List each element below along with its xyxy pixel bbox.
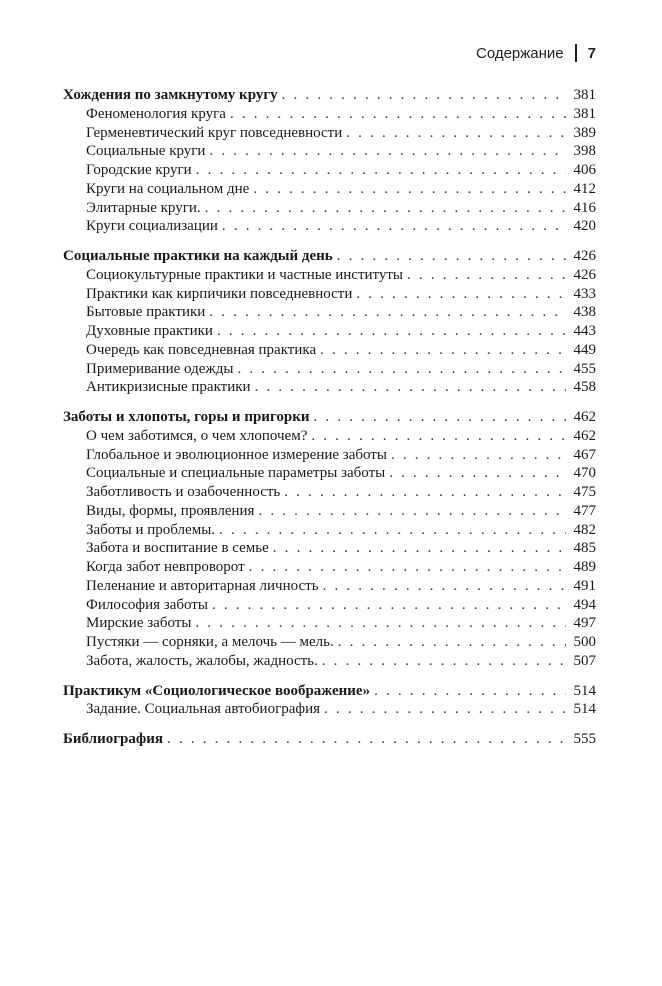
toc-subentry[interactable] (63, 596, 596, 615)
toc-entry-title: Круги на социальном дне (86, 180, 250, 197)
dot-leader (311, 427, 566, 446)
toc-entry-page: 482 (573, 521, 596, 538)
toc-entry-page: 458 (573, 379, 596, 396)
toc-section-heading[interactable] (63, 86, 596, 105)
dot-leader (407, 266, 566, 285)
dot-leader (196, 161, 566, 180)
toc-entry-page: 485 (573, 540, 596, 557)
toc-entry-page: 449 (573, 341, 596, 358)
toc-entry-title: Заботливость и озабоченность (86, 484, 281, 500)
toc-entry-title: Забота, жалость, жалобы, жадность. (86, 652, 318, 669)
toc-entry-page: 494 (573, 596, 596, 613)
toc-subentry[interactable] (63, 521, 596, 540)
dot-leader (273, 539, 566, 558)
header-title: Содержание (475, 44, 564, 62)
toc-entry-title: Антикризисные практики (86, 379, 251, 396)
dot-leader (212, 596, 566, 615)
toc-entry-title: Пеленание и авторитарная личность (86, 577, 319, 594)
toc-entry-title: Элитарные круги. (86, 199, 201, 216)
toc-entry-title: Заботы и проблемы. (86, 521, 216, 538)
toc-subentry[interactable] (63, 124, 596, 143)
toc-entry-title: Забота и воспитание в семье (86, 540, 269, 557)
toc-subentry[interactable] (63, 502, 596, 521)
toc-entry-page: 420 (573, 218, 596, 235)
toc-entry-page: 507 (573, 652, 596, 669)
toc-section (63, 408, 596, 671)
toc-entry-page: 426 (573, 248, 596, 264)
dot-leader (209, 303, 566, 322)
dot-leader (219, 521, 566, 540)
toc-entry-title: Хождения по замкнутому кругу (63, 87, 278, 103)
running-header (476, 44, 596, 62)
dot-leader (167, 730, 566, 749)
toc-subentry[interactable] (63, 700, 596, 719)
toc-subentry[interactable] (63, 558, 596, 577)
dot-leader (337, 247, 566, 266)
toc-section (63, 247, 596, 397)
dot-leader (258, 502, 566, 521)
toc-entry-page: 406 (573, 162, 596, 178)
toc-entry-title: Герменевтический круг повседневности (86, 124, 343, 141)
dot-leader (209, 142, 566, 161)
toc-subentry[interactable] (63, 614, 596, 633)
toc-entry-page: 514 (573, 701, 596, 718)
toc-subentry[interactable] (63, 577, 596, 596)
toc-entry-title: О чем заботимся, о чем хлопочем? (86, 427, 308, 444)
dot-leader (324, 700, 566, 719)
toc-entry-title: Практикум «Социологическое воображение» (63, 682, 371, 699)
toc-entry-title: Бытовые практики (86, 304, 206, 321)
toc-entry-page: 389 (573, 124, 596, 141)
toc-entry-page: 514 (573, 682, 596, 699)
dot-leader (249, 558, 566, 577)
dot-leader (217, 322, 566, 341)
toc-subentry[interactable] (63, 217, 596, 236)
dot-leader (237, 360, 566, 379)
toc-entry-page: 467 (573, 446, 596, 463)
toc-subentry[interactable] (63, 360, 596, 379)
toc-entry-title: Социальные круги (86, 143, 206, 160)
toc-subentry[interactable] (63, 483, 596, 502)
toc-subentry[interactable] (63, 285, 596, 304)
dot-leader (356, 285, 566, 304)
page-number: 7 (587, 44, 596, 62)
toc-entry-title: Когда забот невпроворот (86, 559, 245, 575)
dot-leader (230, 105, 566, 124)
toc-entry-title: Социокультурные практики и частные институты (86, 266, 404, 283)
toc-entry-page: 381 (573, 87, 596, 103)
toc-section-heading[interactable] (63, 730, 596, 749)
toc-entry-title: Социальные практики на каждый день (63, 248, 333, 264)
toc-entry-title: Пустяки — сорняки, а мелочь — мель. (86, 634, 334, 650)
toc-entry-title: Практики как кирпичики повседневности (86, 285, 353, 302)
toc-entry-title: Социальные и специальные параметры заботы (86, 465, 386, 482)
toc-subentry[interactable] (63, 652, 596, 671)
toc-section (63, 86, 596, 236)
toc-subentry[interactable] (63, 378, 596, 397)
toc-entry-title: Задание. Социальная автобиография (86, 701, 321, 718)
dot-leader (320, 341, 566, 360)
dot-leader (389, 464, 566, 483)
toc-entry-page: 489 (573, 559, 596, 575)
toc-subentry[interactable] (63, 464, 596, 483)
toc-subentry[interactable] (63, 180, 596, 199)
toc-entry-page: 500 (573, 634, 596, 650)
toc-section-heading[interactable] (63, 408, 596, 427)
toc-entry-page: 475 (573, 484, 596, 500)
toc-entry-title: Философия заботы (86, 596, 208, 613)
toc-entry-page: 455 (573, 360, 596, 377)
dot-leader (205, 199, 566, 218)
toc-entry-title: Виды, формы, проявления (86, 502, 255, 519)
toc-entry-title: Библиография (63, 731, 164, 747)
toc-entry-page: 462 (573, 409, 596, 425)
dot-leader (282, 86, 566, 105)
toc-entry-page: 381 (573, 105, 596, 122)
toc-section-heading[interactable] (63, 247, 596, 266)
dot-leader (391, 446, 566, 465)
toc-entry-page: 470 (573, 465, 596, 482)
dot-leader (253, 180, 566, 199)
toc-section (63, 730, 596, 749)
toc-entry-title: Круги социализации (86, 218, 218, 235)
toc-entry-page: 477 (573, 502, 596, 519)
toc-subentry[interactable] (63, 446, 596, 465)
dot-leader (284, 483, 566, 502)
toc-entry-title: Духовные практики (86, 323, 213, 339)
dot-leader (338, 633, 566, 652)
header-divider (575, 44, 577, 62)
toc-entry-page: 438 (573, 304, 596, 321)
toc-entry-page: 412 (573, 180, 596, 197)
toc-entry-page: 497 (573, 615, 596, 632)
dot-leader (314, 408, 566, 427)
toc-entry-title: Городские круги (86, 162, 192, 178)
toc-entry-title: Мирские заботы (86, 615, 192, 632)
toc-entry-page: 426 (573, 266, 596, 283)
toc-subentry[interactable] (63, 105, 596, 124)
dot-leader (195, 614, 566, 633)
dot-leader (255, 378, 566, 397)
toc-entry-page: 443 (573, 323, 596, 339)
toc-subentry[interactable] (63, 341, 596, 360)
toc-entry-page: 433 (573, 285, 596, 302)
toc-subentry[interactable] (63, 161, 596, 180)
toc-entry-title: Глобальное и эволюционное измерение заботы (86, 446, 387, 463)
dot-leader (322, 652, 566, 671)
toc-subentry[interactable] (63, 322, 596, 341)
dot-leader (346, 124, 566, 143)
toc-subentry[interactable] (63, 199, 596, 218)
toc-entry-page: 491 (573, 577, 596, 594)
toc-subentry[interactable] (63, 427, 596, 446)
toc-subentry[interactable] (63, 142, 596, 161)
toc-entry-title: Заботы и хлопоты, горы и пригорки (63, 409, 310, 425)
toc-subentry[interactable] (63, 539, 596, 558)
dot-leader (222, 217, 566, 236)
toc-section-heading[interactable] (63, 682, 596, 701)
toc-entry-title: Очередь как повседневная практика (86, 341, 317, 358)
toc-entry-page: 416 (573, 199, 596, 216)
toc-entry-title: Феноменология круга (86, 105, 226, 122)
toc-entry-title: Примеривание одежды (86, 360, 234, 377)
table-of-contents (63, 86, 596, 760)
toc-subentry[interactable] (63, 303, 596, 322)
dot-leader (323, 577, 566, 596)
toc-entry-page: 555 (573, 731, 596, 747)
toc-entry-page: 398 (573, 143, 596, 160)
toc-subentry[interactable] (63, 266, 596, 285)
toc-section (63, 682, 596, 720)
toc-entry-page: 462 (573, 427, 596, 444)
dot-leader (374, 682, 566, 701)
toc-subentry[interactable] (63, 633, 596, 652)
